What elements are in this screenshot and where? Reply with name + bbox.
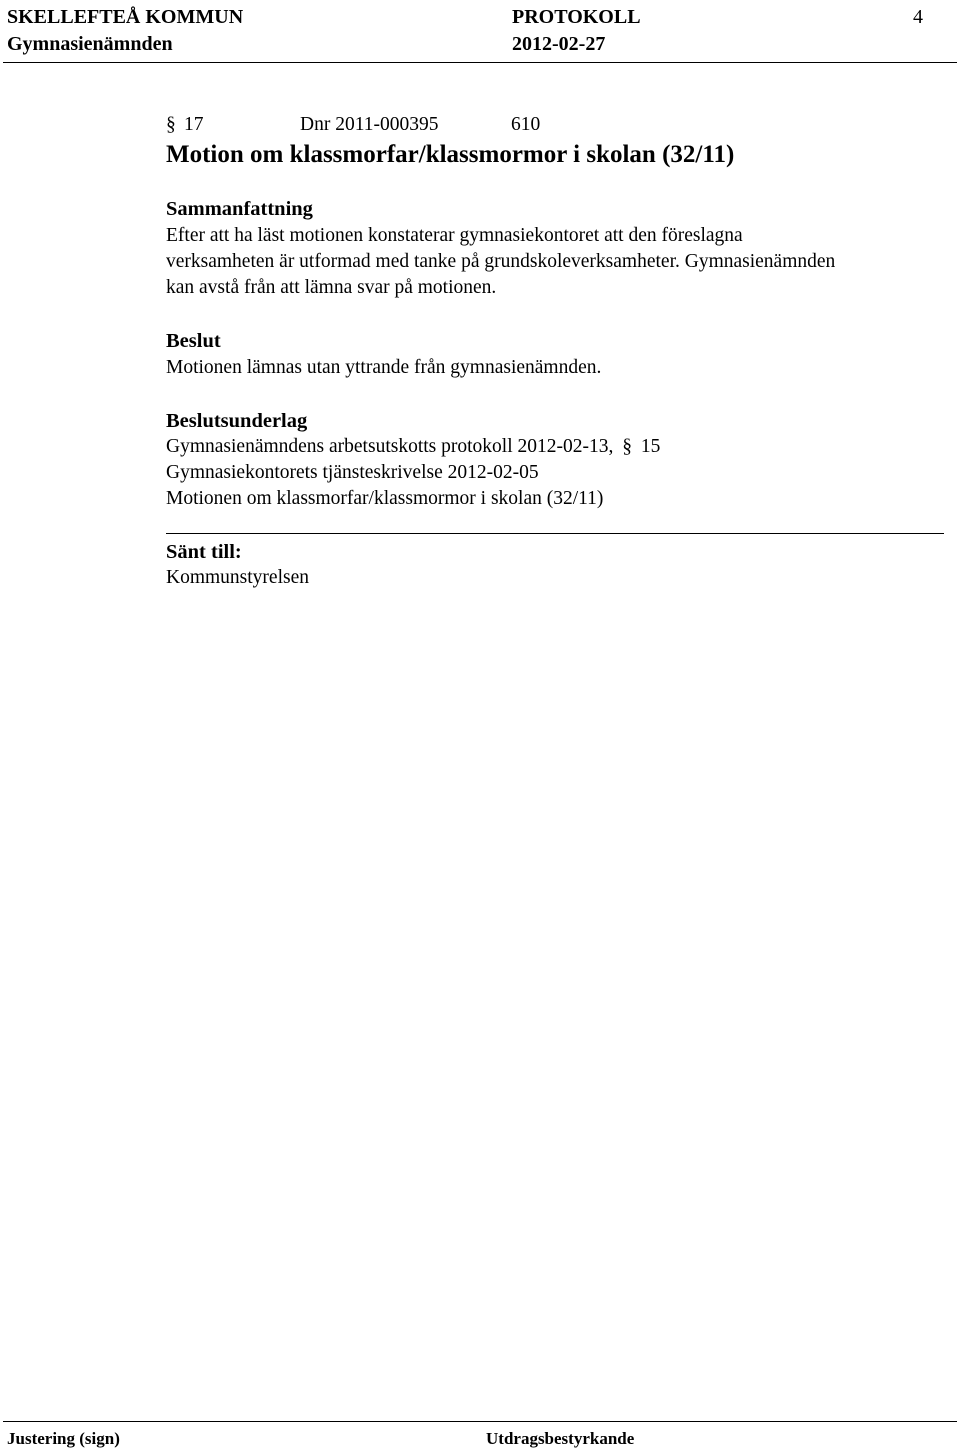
- basis-section-symbol: §: [622, 436, 632, 457]
- footer-rule: [3, 1421, 957, 1422]
- section-number: 17: [184, 114, 204, 135]
- header-rule: [3, 62, 957, 63]
- basis-section-number: 15: [640, 436, 661, 457]
- section-symbol: §: [166, 114, 176, 135]
- document-type: PROTOKOLL: [512, 6, 641, 28]
- basis-line-2: Gymnasiekontorets tjänsteskrivelse 2012-02-05: [166, 462, 539, 483]
- committee-name: Gymnasienämnden: [7, 33, 173, 55]
- organization-name: SKELLEFTEÅ KOMMUN: [7, 6, 244, 28]
- basis-rule: [166, 533, 944, 534]
- basis-line-1-text: Gymnasienämndens arbetsutskotts protokoll 2012-02-13,: [166, 436, 614, 457]
- meeting-date: 2012-02-27: [512, 33, 606, 55]
- dnr-number: Dnr 2011-000395: [300, 114, 439, 135]
- sent-recipient: Kommunstyrelsen: [166, 567, 309, 588]
- summary-line-2: verksamheten är utformad med tanke på grundskoleverksamheter. Gymnasienämnden: [166, 251, 836, 272]
- decision-heading: Beslut: [166, 330, 221, 352]
- footer-certification-label: Utdragsbestyrkande: [486, 1429, 635, 1448]
- summary-line-3: kan avstå från att lämna svar på motionen.: [166, 277, 497, 298]
- item-title: Motion om klassmorfar/klassmormor i skolan (32/11): [166, 141, 735, 168]
- footer-signature-label: Justering (sign): [7, 1429, 120, 1448]
- basis-heading: Beslutsunderlag: [166, 410, 308, 432]
- decision-text: Motionen lämnas utan yttrande från gymnasienämnden.: [166, 357, 602, 378]
- page-number: 4: [913, 6, 923, 28]
- item-code: 610: [511, 114, 541, 135]
- sent-heading: Sänt till:: [166, 541, 242, 563]
- basis-line-1: [166, 434, 660, 460]
- summary-heading: Sammanfattning: [166, 198, 313, 220]
- summary-line-1: Efter att ha läst motionen konstaterar gymnasiekontoret att den föreslagna: [166, 225, 743, 246]
- basis-line-3: Motionen om klassmorfar/klassmormor i skolan (32/11): [166, 488, 604, 509]
